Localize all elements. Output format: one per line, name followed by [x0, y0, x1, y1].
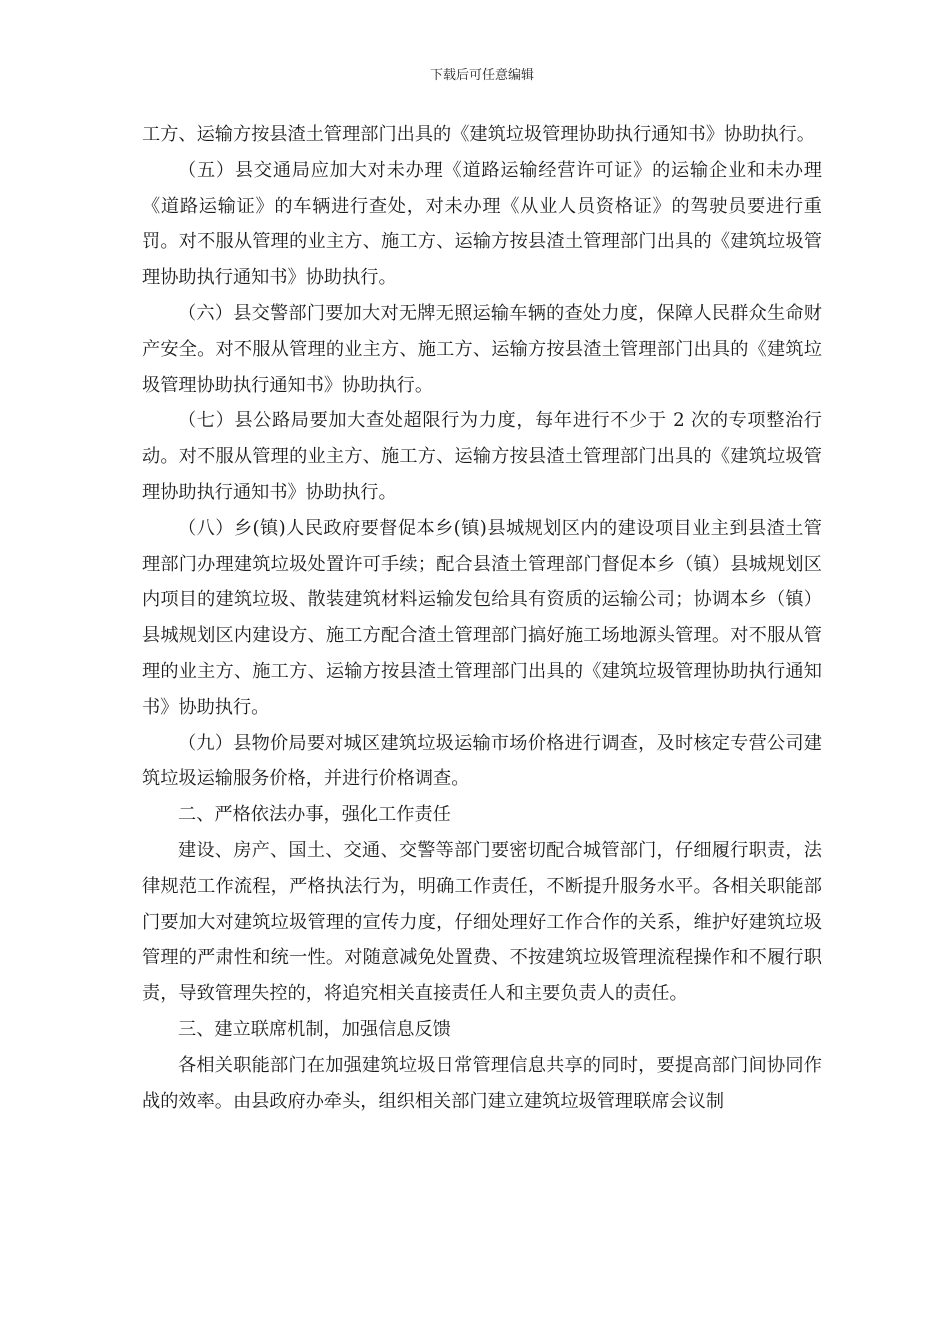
section-heading-3: 三、建立联席机制，加强信息反馈 — [178, 1018, 451, 1040]
paragraph-2: （五）县交通局应加大对未办理《道路运输经营许可证》的运输企业和未办理《道路运输证》的车辆进行查处，对未办理《从业人员资格证》的驾驶员要进行重罚。对不服从管理的业主方、施工方、运输方按县渣土管理部门出具的《建筑垃圾管理协助执行通知书》协助执行。 — [142, 159, 822, 289]
document-body — [142, 117, 822, 1119]
paragraph-7: 建设、房产、国土、交通、交警等部门要密切配合城管部门，仔细履行职责，法律规范工作流程，严格执法行为，明确工作责任，不断提升服务水平。各相关职能部门要加大对建筑垃圾管理的宣传力度，仔细处理好工作合作的关系，维护好建筑垃圾管理的严肃性和统一性。对随意减免处置费、不按建筑垃圾管理流程操作和不履行职责，导致管理失控的，将追究相关直接责任人和主要负责人的责任。 — [142, 839, 822, 1005]
page-header: 下载后可任意编辑 — [429, 68, 534, 83]
paragraph-4: （七）县公路局要加大查处超限行为力度，每年进行不少于 2 次的专项整治行动。对不服从管理的业主方、施工方、运输方按县渣土管理部门出具的《建筑垃圾管理协助执行通知书》协助执行。 — [142, 410, 822, 503]
paragraph-5: （八）乡(镇)人民政府要督促本乡(镇)县城规划区内的建设项目业主到县渣土管理部门办理建筑垃圾处置许可手续；配合县渣土管理部门督促本乡（镇）县城规划区内项目的建筑垃圾、散装建筑材料运输发包给具有资质的运输公司；协调本乡（镇）县城规划区内建设方、施工方配合渣土管理部门搞好施工场地源头管理。对不服从管理的业主方、施工方、运输方按县渣土管理部门出具的《建筑垃圾管理协助执行通知书》协助执行。 — [142, 517, 822, 718]
paragraph-6: （九）县物价局要对城区建筑垃圾运输市场价格进行调查，及时核定专营公司建筑垃圾运输服务价格，并进行价格调查。 — [142, 732, 822, 790]
section-heading-2: 二、严格依法办事，强化工作责任 — [178, 804, 451, 826]
paragraph-1: 工方、运输方按县渣土管理部门出具的《建筑垃圾管理协助执行通知书》协助执行。 — [142, 124, 815, 145]
paragraph-8: 各相关职能部门在加强建筑垃圾日常管理信息共享的同时，要提高部门间协同作战的效率。由县政府办牵头，组织相关部门建立建筑垃圾管理联席会议制 — [142, 1054, 822, 1112]
paragraph-3: （六）县交警部门要加大对无牌无照运输车辆的查处力度，保障人民群众生命财产安全。对不服从管理的业主方、施工方、运输方按县渣土管理部门出具的《建筑垃圾管理协助执行通知书》协助执行。 — [142, 302, 822, 396]
